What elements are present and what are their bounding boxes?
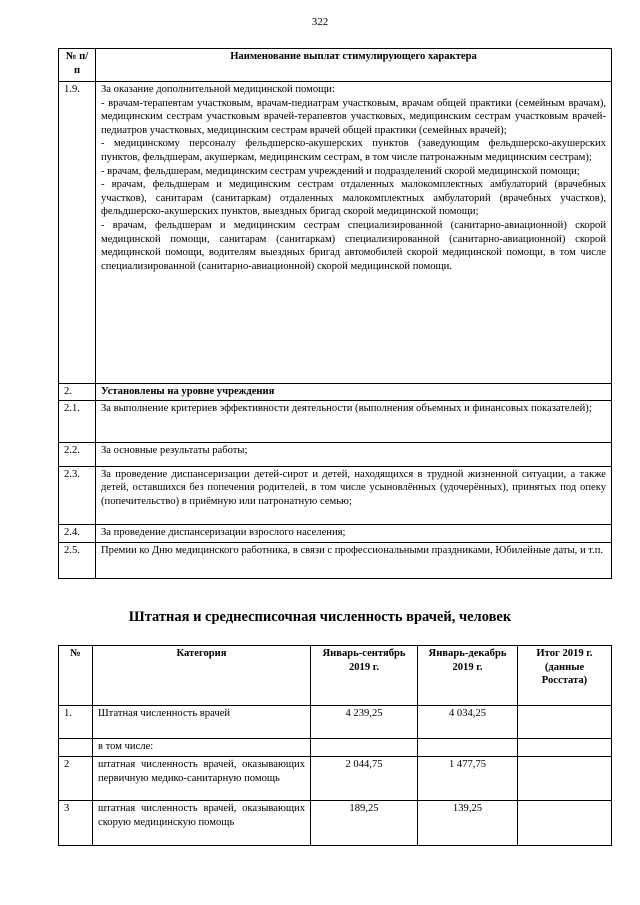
payments-table xyxy=(58,48,612,579)
header-category: Категория xyxy=(93,646,311,706)
table-row xyxy=(59,739,612,757)
row-category: штатная численность врачей, оказывающих первичную медико-санитарную помощь xyxy=(93,757,311,801)
row-line: - врачам, фельдшерам и медицинским сестрам отдаленных малокомплектных амбулаторий (врачебных участков), санитарам (санитаркам) отдаленных малокомплектных амбулаторий (врачебных участков), фельдшерско-акушерских пунктов, выездных бригад скорой медицинской помощи; xyxy=(101,179,606,218)
row-text: Установлены на уровне учреждения xyxy=(96,384,612,401)
row-category: штатная численность врачей, оказывающих скорую медицинскую помощь xyxy=(93,801,311,846)
doctors-table xyxy=(58,645,612,846)
header-num: № п/п xyxy=(59,49,96,82)
table-row xyxy=(59,442,612,466)
row-num: 2.1. xyxy=(59,400,96,442)
row-jan-dec xyxy=(418,739,518,757)
row-category: Штатная численность врачей xyxy=(93,706,311,739)
row-jan-dec: 1 477,75 xyxy=(418,757,518,801)
row-line: - врачам-терапевтам участковым, врачам-педиатрам участковым, врачам общей практики (семейным врачам), медицинским сестрам участковым врачей-терапевтов участковых, медицинским сестрам участковым врачей-педиатров участковых, медицинским сестрам врачей общей практики (семейных врачей); xyxy=(101,97,606,136)
doctors-table-header xyxy=(59,646,612,706)
row-num: 3 xyxy=(59,801,93,846)
row-text: За проведение диспансеризации взрослого населения; xyxy=(96,524,612,542)
row-total xyxy=(518,757,612,801)
row-category: в том числе: xyxy=(93,739,311,757)
row-num: 2.3. xyxy=(59,466,96,524)
row-text: За основные результаты работы; xyxy=(96,442,612,466)
row-text: За проведение диспансеризации детей-сирот и детей, находящихся в трудной жизненной ситуации, а также детей, оставшихся без попечения родителей, в том числе усыновлённых (удочерённых), принятых под опеку (попечительство) в приёмную или патронатную семью; xyxy=(96,466,612,524)
table-row xyxy=(59,384,612,401)
row-text: За выполнение критериев эффективности деятельности (выполнения объемных и финансовых показателей); xyxy=(96,400,612,442)
row-text xyxy=(96,82,612,384)
row-num: 2.4. xyxy=(59,524,96,542)
row-jan-sep: 4 239,25 xyxy=(311,706,418,739)
header-jan-sep: Январь-сентябрь 2019 г. xyxy=(311,646,418,706)
row-num: 2. xyxy=(59,384,96,401)
table-row xyxy=(59,524,612,542)
row-total xyxy=(518,801,612,846)
row-line: - врачам, фельдшерам и медицинским сестрам специализированной (санитарно-авиационной) скорой медицинской помощи, санитарам (санитаркам) специализированной (санитарно-авиационной) скорой медицинской помощи, водителям выездных бригад автомобилей скорой медицинской помощи, в том числе специализированной (санитарно-авиационной) скорой медицинской помощи. xyxy=(101,219,606,272)
row-total xyxy=(518,739,612,757)
row-jan-sep: 189,25 xyxy=(311,801,418,846)
table-row xyxy=(59,542,612,578)
page-number: 322 xyxy=(311,16,329,28)
row-num: 1. xyxy=(59,706,93,739)
header-total: Итог 2019 г. (данные Росстата) xyxy=(518,646,612,706)
row-num: 2 xyxy=(59,757,93,801)
header-num: № xyxy=(59,646,93,706)
table-row xyxy=(59,757,612,801)
row-num: 2.2. xyxy=(59,442,96,466)
header-name: Наименование выплат стимулирующего характера xyxy=(96,49,612,82)
table-row xyxy=(59,466,612,524)
row-num: 1.9. xyxy=(59,82,96,384)
header-jan-dec: Январь-декабрь 2019 г. xyxy=(418,646,518,706)
row-jan-sep xyxy=(311,739,418,757)
table-row xyxy=(59,82,612,384)
payments-table-header xyxy=(59,49,612,82)
table-row xyxy=(59,400,612,442)
table-row xyxy=(59,706,612,739)
table-row xyxy=(59,801,612,846)
row-line: За оказание дополнительной медицинской помощи: xyxy=(101,84,335,95)
row-num xyxy=(59,739,93,757)
row-jan-sep: 2 044,75 xyxy=(311,757,418,801)
row-total xyxy=(518,706,612,739)
row-num: 2.5. xyxy=(59,542,96,578)
doctors-table-title: Штатная и среднесписочная численность врачей, человек xyxy=(128,609,512,625)
row-jan-dec: 4 034,25 xyxy=(418,706,518,739)
row-line: - врачам, фельдшерам, медицинским сестрам учреждений и подразделений скорой медицинской помощи; xyxy=(101,165,580,177)
row-text: Премии ко Дню медицинского работника, в связи с профессиональными праздниками, Юбилейные даты, и т.п. xyxy=(96,542,612,578)
row-jan-dec: 139,25 xyxy=(418,801,518,846)
row-line: - медицинскому персоналу фельдшерско-акушерских пунктов (заведующим фельдшерско-акушерских пунктов, фельдшерам, акушеркам, медицинским сестрам, в том числе патронажным медицинским сестрам); xyxy=(101,138,606,163)
